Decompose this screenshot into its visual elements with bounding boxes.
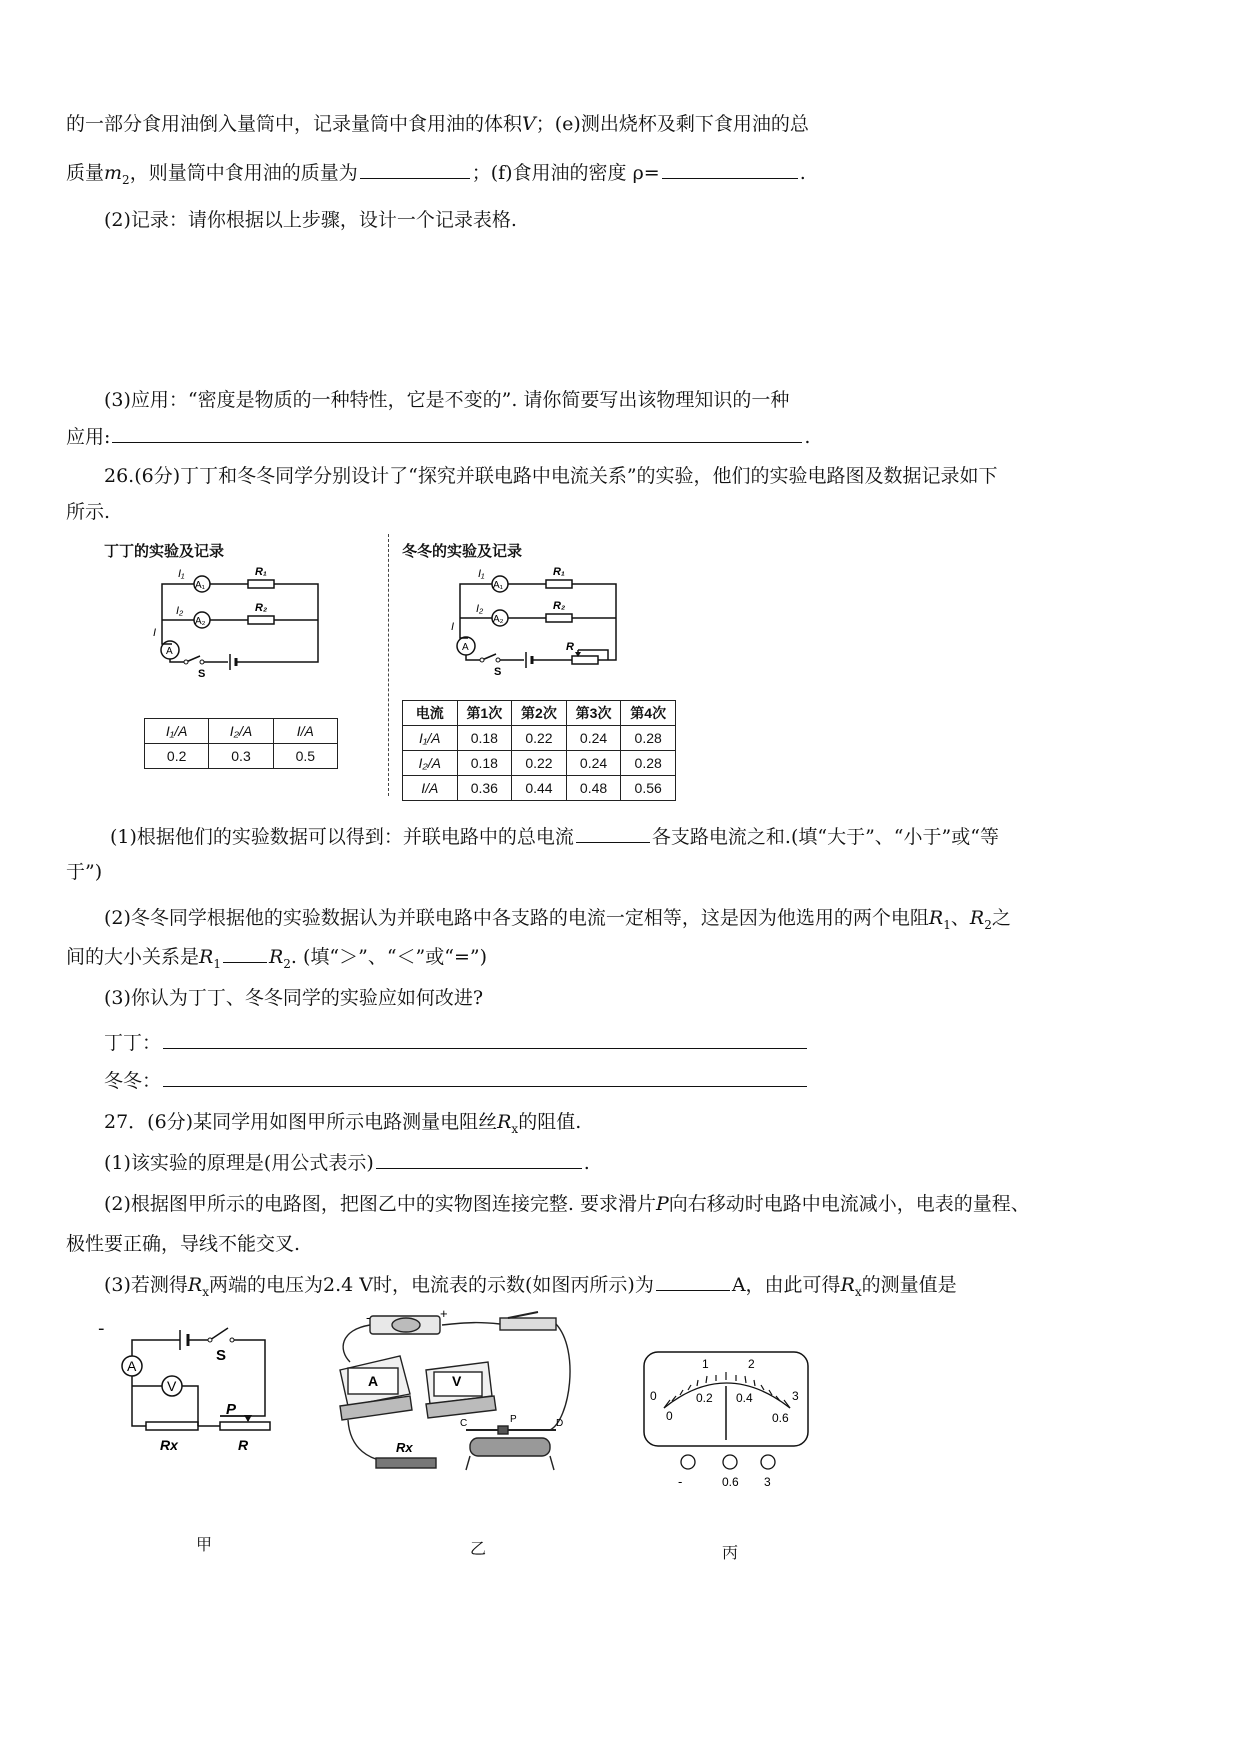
label-i1: I₁ [178,568,185,580]
header-i1: I₁/A [145,719,209,744]
label-rx: Rx [396,1440,413,1455]
sub: 2 [283,956,291,971]
answer-blank-density[interactable] [662,160,798,179]
value-i1: 0.2 [145,744,209,769]
header-trial-4: 第4次 [621,701,676,726]
text: ，则量筒中食用油的质量为 [129,162,358,184]
var-r: R [187,1274,203,1296]
table-row [403,726,676,751]
label-v: V [452,1373,462,1389]
terminal-label-0.6: 0.6 [722,1475,739,1489]
q26-part3: (3)你认为丁丁、冬冬同学的实验应如何改进? [104,987,484,1009]
text: 各支路电流之和.(填“大于”、“小于”或“等 [651,826,999,848]
header-i: I/A [273,719,337,744]
label-minus: - [366,1310,371,1325]
label-a: A [127,1358,137,1374]
caption-bing: 丙 [722,1543,739,1562]
text: . [804,426,811,448]
label-p: P [510,1414,517,1425]
q26-part3-ding [104,1030,809,1055]
answer-blank-total-current[interactable] [576,824,650,843]
var-m: m [104,162,123,184]
q27-part2-cont: 极性要正确，导线不能交叉. [66,1233,301,1255]
header-trial-1: 第1次 [457,701,512,726]
var-r: R [199,946,214,968]
sub: 1 [213,956,221,971]
label-r: R [566,641,574,653]
header-i2: I₂/A [209,719,273,744]
label-p: P [226,1401,237,1418]
text: 的阻值. [518,1111,582,1133]
cell: 0.28 [621,726,676,751]
label-plus: + [440,1310,448,1321]
label-i2: I₂ [176,605,184,617]
terminal-label-3: 3 [764,1475,771,1489]
dial-arc [664,1383,790,1408]
label-a1: A₁ [195,580,206,591]
row-label: I₁/A [403,726,458,751]
label-i1: I₁ [478,568,485,580]
var-r: R [928,907,944,929]
cell: 0.24 [566,726,621,751]
q26-part1-cont: 于”) [66,861,103,883]
cell: 0.56 [621,776,676,801]
text: 的测量值是 [861,1274,957,1296]
q25-part3-answer [66,424,810,449]
label-a2: A₂ [493,614,504,625]
label-r2: R₂ [255,602,268,614]
scale-top-0: 0 [650,1389,657,1403]
text: ；(f)食用油的密度 ρ= [471,162,660,184]
text: 之 [991,907,1011,929]
label: 应用: [66,426,111,448]
var-p: P [656,1193,669,1215]
dong-circuit [448,560,628,685]
q25-part2: (2)记录：请你根据以上步骤，设计一个记录表格. [104,209,517,231]
text: 、 [950,907,970,929]
text: (2)根据图甲所示的电路图，把图乙中的实物图连接完整. 要求滑片 [104,1193,656,1215]
label-r2: R₂ [553,600,566,612]
text: . [799,162,806,184]
ding-circuit [150,560,330,685]
figure-divider [388,534,389,796]
table-row [403,776,676,801]
var-r: R [969,907,985,929]
terminal-label-negative: - [678,1474,683,1489]
q25-part3: (3)应用：“密度是物质的一种特性，它是不变的”. 请你简要写出该物理知识的一种 [104,389,790,411]
text: (2)冬冬同学根据他的实验数据认为并联电路中各支路的电流一定相等，这是因为他选用的两个电阻 [104,907,929,929]
label-a: A [462,642,469,653]
header-trial-3: 第3次 [566,701,621,726]
var-r: R [497,1111,512,1133]
label: 冬冬： [104,1070,162,1092]
label-c: C [460,1418,468,1429]
scale-bottom-06: 0.6 [772,1411,789,1425]
row-label: I/A [403,776,458,801]
q26-part2 [104,906,1011,937]
caption-yi: 乙 [470,1539,487,1558]
cell: 0.28 [621,751,676,776]
switch [500,1318,556,1330]
label-rx: Rx [160,1437,178,1453]
label-s: S [216,1347,227,1364]
sub: x [202,1284,210,1299]
q26-part2-cont [66,944,487,976]
q27-part2 [104,1192,1030,1216]
cell: 0.24 [566,751,621,776]
scale-bottom-04: 0.4 [736,1391,753,1405]
label-s: S [494,666,502,678]
dong-data-table [402,700,676,801]
label-r1: R₁ [553,566,565,578]
q26-part1 [110,824,999,849]
answer-blank-mass[interactable] [360,160,470,179]
figure-bing-dial [640,1350,820,1505]
cell: 0.36 [457,776,512,801]
right-figure-title: 冬冬的实验及记录 [402,542,523,560]
text: . (填“＞”、“＜”或“=”) [290,946,488,968]
cell: 0.44 [512,776,567,801]
q27-part1 [104,1150,590,1175]
text: . [583,1152,590,1174]
scale-bottom-0: 0 [666,1409,673,1423]
row-label: I₂/A [403,751,458,776]
cell: 0.18 [457,751,512,776]
voltmeter [426,1362,496,1418]
answer-blank-dong[interactable] [163,1068,807,1087]
scale-top-3: 3 [792,1389,799,1403]
text: 向右移动时电路中电流减小，电表的量程、 [668,1193,1030,1215]
label-d: D [556,1418,564,1429]
label-a1: A₁ [493,580,504,591]
sub: 1 [943,917,951,932]
header-trial-2: 第2次 [512,701,567,726]
label: 丁丁： [104,1032,162,1054]
cell: 0.22 [512,726,567,751]
text: A，由此可得 [731,1274,841,1296]
table-row [403,751,676,776]
left-figure-title: 丁丁的实验及记录 [104,542,225,560]
label-r1: R₁ [255,566,267,578]
sub: x [854,1284,862,1299]
value-i2: 0.3 [209,744,273,769]
q25-line2 [66,160,806,192]
q25-line1 [66,112,809,136]
caption-jia: 甲 [196,1535,213,1554]
q27-intro [104,1110,581,1141]
text: 27．(6分)某同学用如图甲所示电路测量电阻丝 [104,1111,498,1133]
ding-data-table [144,718,338,769]
text: (3)若测得 [104,1274,188,1296]
text: (1)该实验的原理是(用公式表示) [104,1152,374,1174]
label-v: V [167,1378,177,1394]
text: 间的大小关系是 [66,946,200,968]
cell: 0.18 [457,726,512,751]
q26-part3-dong [104,1068,809,1093]
rheostat [466,1426,556,1470]
label-a2: A₂ [195,616,206,627]
label-s: S [198,668,206,680]
answer-blank-application[interactable] [112,424,802,443]
figure-yi-apparatus [330,1310,580,1485]
answer-blank-ding[interactable] [163,1030,807,1049]
label-a: A [166,646,173,657]
var-r: R [840,1274,855,1296]
var-v: V [522,113,536,135]
text: (1)根据他们的实验数据可以得到：并联电路中的总电流 [110,826,574,848]
header-current: 电流 [403,701,458,726]
figure-jia-circuit [110,1322,310,1467]
sub: x [511,1121,519,1136]
cell: 0.22 [512,751,567,776]
text: ；(e)测出烧杯及剩下食用油的总 [535,113,809,135]
var-r: R [268,946,284,968]
value-i: 0.5 [273,744,337,769]
label-r: R [238,1437,249,1453]
resistor-rx [376,1458,436,1468]
scale-top-1: 1 [702,1357,709,1371]
label-a: A [368,1373,379,1389]
scale-top-2: 2 [748,1357,755,1371]
label-i: I [153,627,157,639]
scale-bottom-02: 0.2 [696,1391,713,1405]
terminal-3[interactable] [761,1455,775,1469]
page-mark: - [98,1318,105,1339]
answer-blank-ammeter-reading[interactable] [656,1272,730,1291]
q26-intro: 26.(6分)丁丁和冬冬同学分别设计了“探究并联电路中电流关系”的实验，他们的实验电路图及数据记录如下 [104,465,998,487]
sub: 2 [122,172,130,187]
q26-intro-2: 所示. [66,501,111,523]
sub: 2 [984,917,992,932]
cell: 0.48 [566,776,621,801]
answer-blank-relation[interactable] [223,944,267,963]
terminal-negative[interactable] [681,1455,695,1469]
terminal-0.6[interactable] [723,1455,737,1469]
q27-part3 [104,1272,957,1304]
label-i2: I₂ [476,603,484,615]
text: 的一部分食用油倒入量筒中，记录量筒中食用油的体积 [66,113,523,135]
text: 两端的电压为2.4 V时，电流表的示数(如图丙所示)为 [209,1274,654,1296]
label-i: I [451,621,455,633]
text: 质量 [66,162,105,184]
answer-blank-principle[interactable] [376,1150,582,1169]
